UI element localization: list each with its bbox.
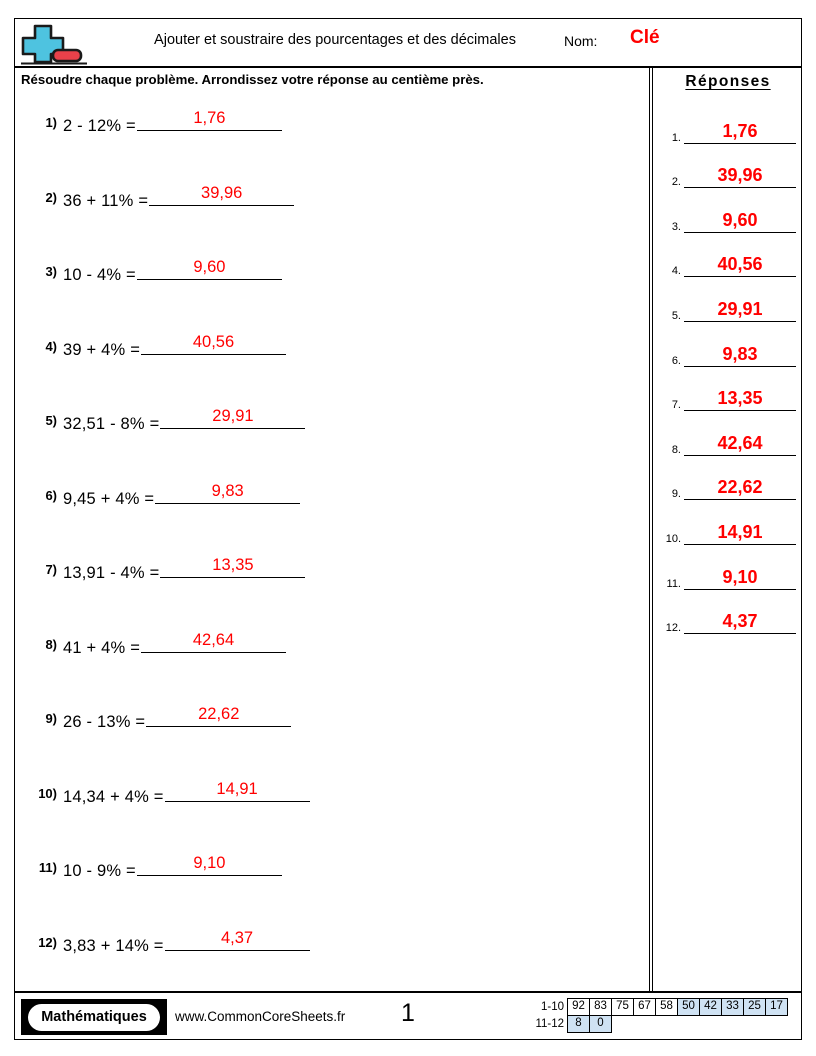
problem-number-wrap [23,840,57,880]
worksheet-page [14,18,802,1040]
answer-row [655,370,801,415]
problem-number: 8) [45,636,57,652]
problem-answer-blank[interactable] [137,258,282,280]
answer-value: 9,10 [722,566,758,587]
problem-number: 9) [45,711,57,726]
score-row [528,1016,788,1033]
score-cell: 33 [721,998,744,1016]
problem-number: 11) [38,860,57,875]
problem-answer: 14,91 [216,779,258,798]
problem-expression: 3,83 + 14% = [63,936,164,955]
footer-divider [15,991,801,993]
problem-body [63,854,282,881]
problem-answer-blank[interactable] [141,631,286,653]
answers-panel [655,67,801,637]
score-cell: 8 [567,1015,590,1033]
problem-number-wrap [23,617,57,657]
problem-number: 2) [45,189,57,205]
problem-answer-blank[interactable] [137,109,282,131]
answer-blank[interactable] [684,567,796,590]
answer-row [655,191,801,236]
problem-number-wrap [23,319,57,359]
problem-row [15,95,645,170]
problem-answer: 13,35 [212,556,254,574]
answer-row [655,414,801,459]
problem-expression: 10 - 9% = [63,862,136,880]
problem-row [15,468,645,543]
problem-expression: 26 - 13% = [63,713,146,731]
problem-number-wrap [23,393,57,433]
answer-row [655,147,801,192]
problem-row [15,840,645,915]
problem-row [15,915,645,990]
problem-expression: 36 + 11% = [63,191,149,210]
answer-blank[interactable] [684,344,796,367]
problem-body [63,258,282,285]
answer-number: 5. [671,309,681,322]
problem-number-wrap [23,691,57,731]
problem-number: 7) [45,562,57,577]
answer-number: 3. [671,220,681,233]
problem-body [63,184,294,211]
score-range-label: 11-12 [535,1018,564,1030]
website-url: www.CommonCoreSheets.fr [175,1009,346,1024]
answer-number: 11. [666,577,681,590]
answer-value: 9,60 [722,209,758,230]
problem-answer-blank[interactable] [160,407,305,429]
problem-expression: 13,91 - 4% = [63,564,160,582]
problem-expression: 32,51 - 8% = [63,415,160,433]
answer-value: 1,76 [722,120,758,141]
problem-number: 5) [45,413,57,428]
problem-number: 4) [45,338,57,354]
score-cell: 42 [699,998,722,1016]
answer-number: 10. [665,532,681,545]
problem-answer: 1,76 [193,109,226,127]
problem-expression: 14,34 + 4% = [63,787,164,806]
score-row [528,999,788,1016]
problem-row [15,766,645,841]
answer-number: 9. [671,488,681,501]
answer-blank[interactable] [684,210,796,233]
answer-row [655,325,801,370]
answer-blank[interactable] [684,121,796,144]
answer-number: 6. [671,354,681,367]
answer-value: 40,56 [717,254,763,275]
answer-value: 13,35 [717,388,763,409]
problem-body [63,556,305,583]
problem-body [63,705,291,732]
score-cell: 25 [743,998,766,1016]
worksheet-header [15,19,801,67]
problem-row [15,542,645,617]
answer-number: 8. [671,443,681,456]
problem-answer-blank[interactable] [155,482,300,504]
problem-number-wrap [23,915,57,955]
answer-blank[interactable] [684,611,796,634]
answer-value: 29,91 [717,298,763,319]
answer-value: 42,64 [717,432,763,453]
problem-body [63,780,310,807]
answer-blank[interactable] [684,254,796,277]
answer-number: 4. [671,265,681,278]
brand-label: Mathématiques [41,1009,147,1025]
answer-value: 39,96 [717,165,763,186]
problem-row [15,244,645,319]
problem-answer: 4,37 [221,928,254,947]
problem-answer-blank[interactable] [165,929,310,951]
problem-expression: 39 + 4% = [63,340,141,359]
problem-number-wrap [23,468,57,508]
problems-list [15,95,645,989]
answer-blank[interactable] [684,388,796,411]
problem-body [63,333,286,360]
score-cell: 67 [633,998,656,1016]
problem-number-wrap [23,95,57,135]
score-cell: 92 [567,998,590,1016]
answer-blank[interactable] [684,299,796,322]
answer-row [655,102,801,147]
problem-expression: 10 - 4% = [63,266,136,284]
problem-answer-blank[interactable] [141,333,286,355]
answer-key-badge: Clé [630,27,660,48]
problem-row [15,393,645,468]
problem-answer: 9,60 [193,258,226,276]
problem-body [63,482,300,509]
problem-row [15,170,645,245]
answer-row [655,459,801,504]
problem-body [63,109,282,136]
problem-row [15,691,645,766]
answer-number: 1. [671,131,681,144]
problem-number: 1) [45,115,57,130]
answer-row [655,503,801,548]
problem-number-wrap [23,766,57,806]
answer-blank[interactable] [684,477,796,500]
score-table [528,999,788,1033]
answer-blank[interactable] [684,165,796,188]
score-cell: 83 [589,998,612,1016]
column-divider [649,67,653,992]
problem-expression: 41 + 4% = [63,638,141,657]
problem-answer: 39,96 [201,183,243,202]
answer-value: 14,91 [717,521,763,542]
answer-value: 9,83 [722,343,758,364]
problem-row [15,617,645,692]
answer-value: 4,37 [722,611,758,632]
problem-body [63,929,310,956]
problem-number-wrap [23,542,57,582]
answer-row [655,236,801,281]
answer-number: 7. [671,399,681,412]
page-title: Ajouter et soustraire des pourcentages et des décimales [154,32,516,48]
answer-blank[interactable] [684,522,796,545]
problem-answer: 9,10 [193,854,226,872]
answer-blank[interactable] [684,433,796,456]
problem-row [15,319,645,394]
answers-title: Réponses [685,73,771,90]
problem-answer-blank[interactable] [165,780,310,802]
problem-expression: 9,45 + 4% = [63,489,155,508]
problem-number: 12) [38,934,57,950]
problem-answer-blank[interactable] [137,854,282,876]
plus-minus-logo-icon [17,20,91,66]
problem-answer: 29,91 [212,407,254,425]
problem-number: 10) [38,785,57,801]
answer-row [655,593,801,638]
answer-row [655,548,801,593]
answer-number: 12. [665,622,681,635]
answer-number: 2. [671,176,681,189]
score-cell: 50 [677,998,700,1016]
problem-answer-blank[interactable] [146,705,291,727]
problem-body [63,631,286,658]
score-range-label: 1-10 [540,1001,564,1013]
score-cell: 58 [655,998,678,1016]
answer-value: 22,62 [717,477,763,498]
problem-answer-blank[interactable] [160,556,305,578]
answers-list [655,102,801,637]
problem-number-wrap [23,244,57,284]
score-cell: 75 [611,998,634,1016]
problem-number: 3) [45,264,57,279]
score-cell: 17 [765,998,788,1016]
problem-answer: 9,83 [211,481,244,500]
problem-body [63,407,305,434]
page-number: 1 [401,999,415,1027]
problem-answer: 40,56 [192,332,235,351]
problem-number-wrap [23,170,57,210]
instruction-text: Résoudre chaque problème. Arrondissez votre réponse au centième près. [21,72,484,87]
problem-answer: 42,64 [192,630,235,649]
problem-answer-blank[interactable] [149,184,294,206]
problem-number: 6) [45,487,57,503]
score-cell: 0 [589,1015,612,1033]
problem-answer: 22,62 [198,705,240,723]
problem-expression: 2 - 12% = [63,117,136,135]
answer-row [655,280,801,325]
name-label: Nom: [564,33,598,49]
